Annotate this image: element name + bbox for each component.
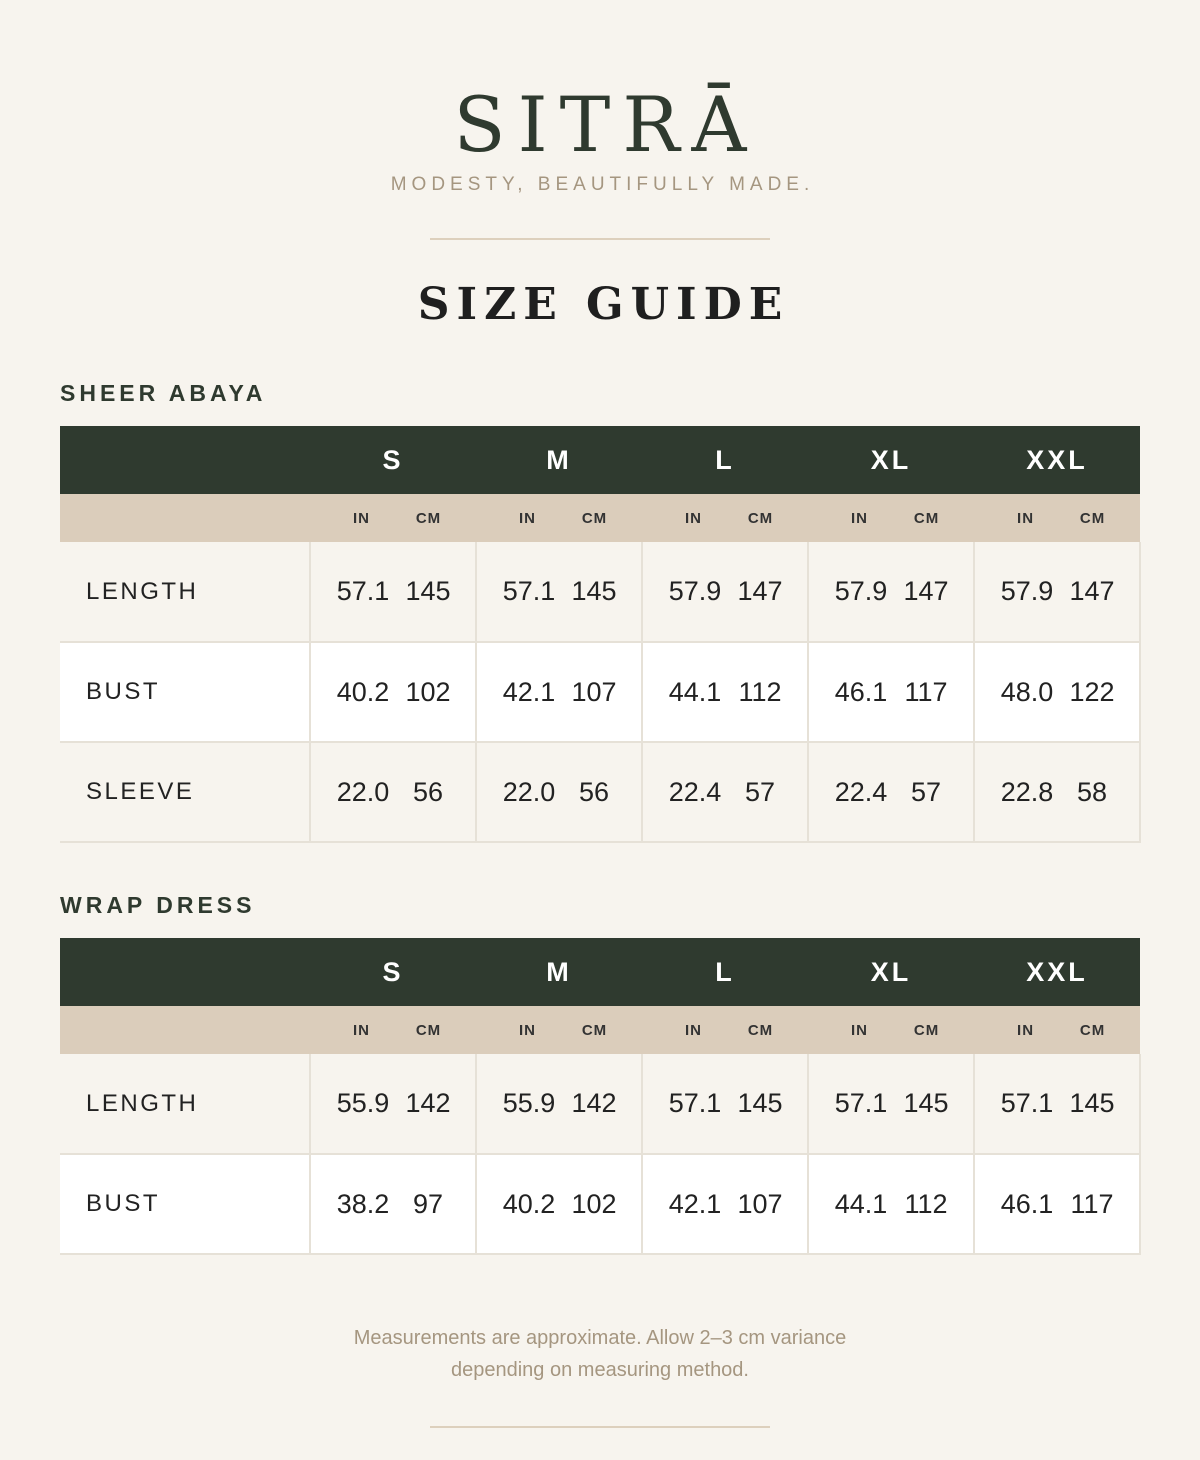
value-cm: 107 [725, 1154, 808, 1254]
unit-in: IN [476, 494, 559, 542]
measurement-note-line-1: Measurements are approximate. Allow 2–3 cm variance [353, 1327, 847, 1349]
header-blank-cell [60, 426, 310, 494]
measurement-note-line-2: depending on measuring method. [451, 1359, 749, 1381]
value-in: 22.4 [642, 742, 725, 842]
value-cm: 102 [393, 642, 476, 742]
value-cm: 117 [1057, 1154, 1140, 1254]
value-cm: 57 [891, 742, 974, 842]
unit-cm: CM [891, 494, 974, 542]
value-in: 40.2 [310, 642, 393, 742]
unit-in: IN [476, 1006, 559, 1054]
size-table-wrap-dress [60, 938, 1141, 1255]
size-header-l: L [642, 426, 808, 494]
value-cm: 107 [559, 642, 642, 742]
row-label-bust: BUST [60, 642, 310, 742]
value-cm: 147 [725, 542, 808, 642]
value-in: 55.9 [310, 1054, 393, 1154]
size-header-xl: XL [808, 938, 974, 1006]
value-in: 44.1 [642, 642, 725, 742]
unit-header-row [60, 1006, 1140, 1054]
unit-in: IN [310, 1006, 393, 1054]
unit-cm: CM [891, 1006, 974, 1054]
value-in: 22.8 [974, 742, 1057, 842]
value-cm: 102 [559, 1154, 642, 1254]
size-header-xl: XL [808, 426, 974, 494]
unit-in: IN [974, 1006, 1057, 1054]
unit-in: IN [310, 494, 393, 542]
size-header-xxl: XXL [974, 426, 1140, 494]
value-cm: 145 [1057, 1054, 1140, 1154]
size-table-sheer-abaya [60, 426, 1141, 843]
bottom-divider [430, 1426, 770, 1428]
value-cm: 145 [891, 1054, 974, 1154]
top-divider [430, 238, 770, 240]
value-in: 57.1 [974, 1054, 1057, 1154]
value-in: 22.0 [310, 742, 393, 842]
unit-cm: CM [725, 494, 808, 542]
row-label-bust: BUST [60, 1154, 310, 1254]
unit-cm: CM [1057, 1006, 1140, 1054]
unit-cm: CM [559, 1006, 642, 1054]
table-row [60, 542, 1140, 642]
measurement-note [0, 1322, 1200, 1386]
size-header-s: S [310, 426, 476, 494]
table-row [60, 1154, 1140, 1254]
value-in: 40.2 [476, 1154, 559, 1254]
row-label-length: LENGTH [60, 1054, 310, 1154]
unit-in: IN [642, 1006, 725, 1054]
table-row [60, 742, 1140, 842]
value-in: 22.4 [808, 742, 891, 842]
value-cm: 56 [559, 742, 642, 842]
size-header-row [60, 426, 1140, 494]
value-in: 42.1 [642, 1154, 725, 1254]
page-title: SIZE GUIDE [417, 279, 790, 330]
value-in: 46.1 [808, 642, 891, 742]
size-header-m: M [476, 426, 642, 494]
value-in: 42.1 [476, 642, 559, 742]
unit-cm: CM [1057, 494, 1140, 542]
value-in: 46.1 [974, 1154, 1057, 1254]
unit-cm: CM [559, 494, 642, 542]
table-row [60, 642, 1140, 742]
value-cm: 145 [725, 1054, 808, 1154]
value-cm: 57 [725, 742, 808, 842]
value-in: 57.9 [642, 542, 725, 642]
size-header-xxl: XXL [974, 938, 1140, 1006]
value-cm: 58 [1057, 742, 1140, 842]
value-in: 57.1 [642, 1054, 725, 1154]
value-in: 22.0 [476, 742, 559, 842]
value-cm: 122 [1057, 642, 1140, 742]
unit-in: IN [808, 494, 891, 542]
unit-in: IN [642, 494, 725, 542]
value-in: 57.1 [476, 542, 559, 642]
value-in: 57.1 [808, 1054, 891, 1154]
header-blank-cell [60, 938, 310, 1006]
size-header-m: M [476, 938, 642, 1006]
unit-in: IN [974, 494, 1057, 542]
value-cm: 112 [725, 642, 808, 742]
value-in: 48.0 [974, 642, 1057, 742]
value-cm: 147 [1057, 542, 1140, 642]
brand-logo: SITRĀ [453, 80, 759, 169]
brand-tagline: MODESTY, BEAUTIFULLY MADE. [390, 174, 815, 195]
unit-header-row [60, 494, 1140, 542]
unit-cm: CM [725, 1006, 808, 1054]
value-cm: 147 [891, 542, 974, 642]
unit-blank-cell [60, 1006, 310, 1054]
row-label-length: LENGTH [60, 542, 310, 642]
size-header-s: S [310, 938, 476, 1006]
value-in: 57.9 [974, 542, 1057, 642]
unit-cm: CM [393, 1006, 476, 1054]
value-in: 55.9 [476, 1054, 559, 1154]
unit-cm: CM [393, 494, 476, 542]
value-cm: 112 [891, 1154, 974, 1254]
value-in: 38.2 [310, 1154, 393, 1254]
unit-blank-cell [60, 494, 310, 542]
value-in: 57.9 [808, 542, 891, 642]
row-label-sleeve: SLEEVE [60, 742, 310, 842]
size-header-l: L [642, 938, 808, 1006]
size-header-row [60, 938, 1140, 1006]
value-cm: 97 [393, 1154, 476, 1254]
value-cm: 142 [559, 1054, 642, 1154]
value-in: 57.1 [310, 542, 393, 642]
value-in: 44.1 [808, 1154, 891, 1254]
table-row [60, 1054, 1140, 1154]
section-title-wrap-dress: WRAP DRESS [60, 892, 256, 918]
section-title-sheer-abaya: SHEER ABAYA [60, 380, 267, 406]
unit-in: IN [808, 1006, 891, 1054]
value-cm: 142 [393, 1054, 476, 1154]
value-cm: 56 [393, 742, 476, 842]
value-cm: 145 [559, 542, 642, 642]
value-cm: 117 [891, 642, 974, 742]
value-cm: 145 [393, 542, 476, 642]
